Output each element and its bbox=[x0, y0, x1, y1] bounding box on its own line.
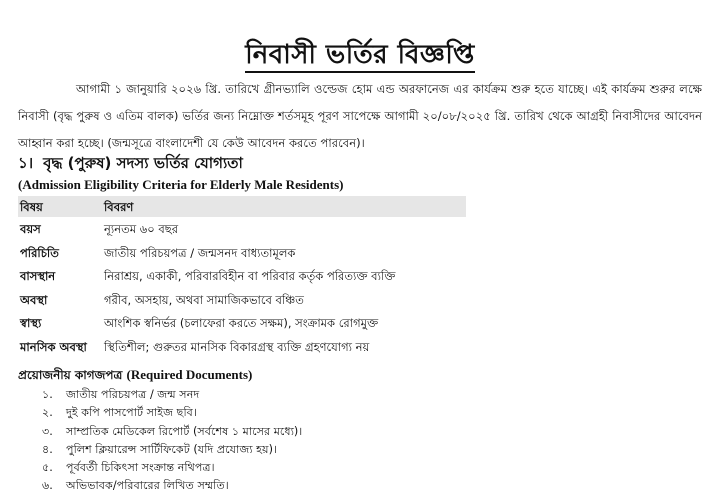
item-text: পুলিশ ক্লিয়ারেন্স সার্টিফিকেট (যদি প্রযোজ্য হয়)। bbox=[66, 442, 278, 456]
row-value: আংশিক স্বনির্ভর (চলাফেরা করতে সক্ষম), সংক্রামক রোগমুক্ত bbox=[104, 316, 379, 330]
row-value: নিরাশ্রয়, একাকী, পরিবারবিহীন বা পরিবার কর্তৃক পরিত্যক্ত ব্যক্তি bbox=[104, 269, 396, 283]
item-number: ২. bbox=[42, 406, 53, 420]
item-number: ৩. bbox=[42, 424, 53, 438]
item-number: ৫. bbox=[42, 461, 53, 475]
item-number: ৬. bbox=[42, 479, 53, 493]
table-row bbox=[18, 288, 466, 312]
eligibility-table bbox=[18, 196, 466, 358]
table-row bbox=[18, 311, 466, 335]
documents-title-bn: প্রয়োজনীয় কাগজপত্র bbox=[18, 368, 123, 382]
row-key: বয়স bbox=[20, 222, 41, 236]
intro-paragraph: আগামী ১ জানুয়ারি ২০২৬ খ্রি. তারিখে গ্রীনভ্যালি ওল্ডেজ হোম এন্ড অরফানেজ এর কার্যক্রম শুরু হতে যাচ্ছে। এই কার্যক্রম শুরুর লক্ষে নিবাসী (বৃদ্ধ পুরুষ ও এতিম বালক) ভর্তির জন্য নিম্নোক্ত শর্তসমূহ পূরণ সাপেক্ষে আগামী ২০/০৮/২০২৫ খ্রি. তারিখ থেকে আগ্রহী নিবাসীদের আবেদন আহ্বান করা হচ্ছে। (জন্মসূত্রে বাংলাদেশী যে কেউ আবেদন করতে পারবেন)। bbox=[18, 82, 702, 150]
table-header-value: বিবরণ bbox=[104, 200, 134, 214]
section-number: ১। bbox=[18, 154, 34, 172]
table-row bbox=[18, 264, 466, 288]
item-text: পূর্ববর্তী চিকিৎসা সংক্রান্ত নথিপত্র। bbox=[66, 461, 215, 475]
item-text: দুই কপি পাসপোর্ট সাইজ ছবি। bbox=[66, 406, 197, 420]
item-number: ৪. bbox=[42, 442, 53, 456]
row-value: জাতীয় পরিচয়পত্র / জন্মসনদ বাধ্যতামূলক bbox=[104, 245, 296, 260]
list-item bbox=[42, 404, 302, 422]
section-title: বৃদ্ধ (পুরুষ) সদস্য ভর্তির যোগ্যতা bbox=[43, 154, 243, 172]
row-value: ন্যূনতম ৬০ বছর bbox=[104, 222, 179, 236]
documents-title-en: (Required Documents) bbox=[126, 367, 253, 382]
list-item bbox=[42, 386, 302, 404]
item-text: জাতীয় পরিচয়পত্র / জন্ম সনদ bbox=[66, 388, 200, 401]
item-number: ১. bbox=[42, 388, 53, 401]
section-heading bbox=[18, 152, 243, 174]
documents-heading bbox=[18, 366, 252, 384]
section-subtitle: (Admission Eligibility Criteria for Elderly Male Residents) bbox=[18, 177, 344, 192]
list-item bbox=[42, 477, 302, 495]
table-row bbox=[18, 217, 466, 241]
item-text: অভিভাবক/পরিবারের লিখিত সম্মতি। bbox=[66, 479, 229, 493]
table-header-key: বিষয় bbox=[20, 200, 43, 214]
notice-title bbox=[0, 38, 720, 72]
table-row bbox=[18, 335, 466, 359]
row-key: মানসিক অবস্থা bbox=[20, 339, 87, 354]
row-key: স্বাস্থ্য bbox=[20, 316, 42, 330]
list-item bbox=[42, 441, 302, 459]
list-item bbox=[42, 459, 302, 477]
item-text: সাম্প্রতিক মেডিকেল রিপোর্ট (সর্বশেষ ১ মাসের মধ্যে)। bbox=[66, 424, 303, 438]
row-key: অবস্থা bbox=[20, 292, 48, 307]
table-header-row bbox=[18, 196, 466, 217]
row-value: স্থিতিশীল; গুরুতর মানসিক বিকারগ্রস্থ ব্যক্তি গ্রহণযোগ্য নয় bbox=[104, 339, 370, 354]
table-row bbox=[18, 241, 466, 265]
notice-title-text: নিবাসী ভর্তির বিজ্ঞপ্তি bbox=[245, 40, 474, 73]
documents-list bbox=[42, 386, 302, 496]
list-item bbox=[42, 423, 302, 441]
row-key: পরিচিতি bbox=[20, 245, 59, 260]
row-key: বাসস্থান bbox=[20, 269, 56, 283]
row-value: গরীব, অসহায়, অথবা সামাজিকভাবে বঞ্চিত bbox=[104, 292, 304, 307]
